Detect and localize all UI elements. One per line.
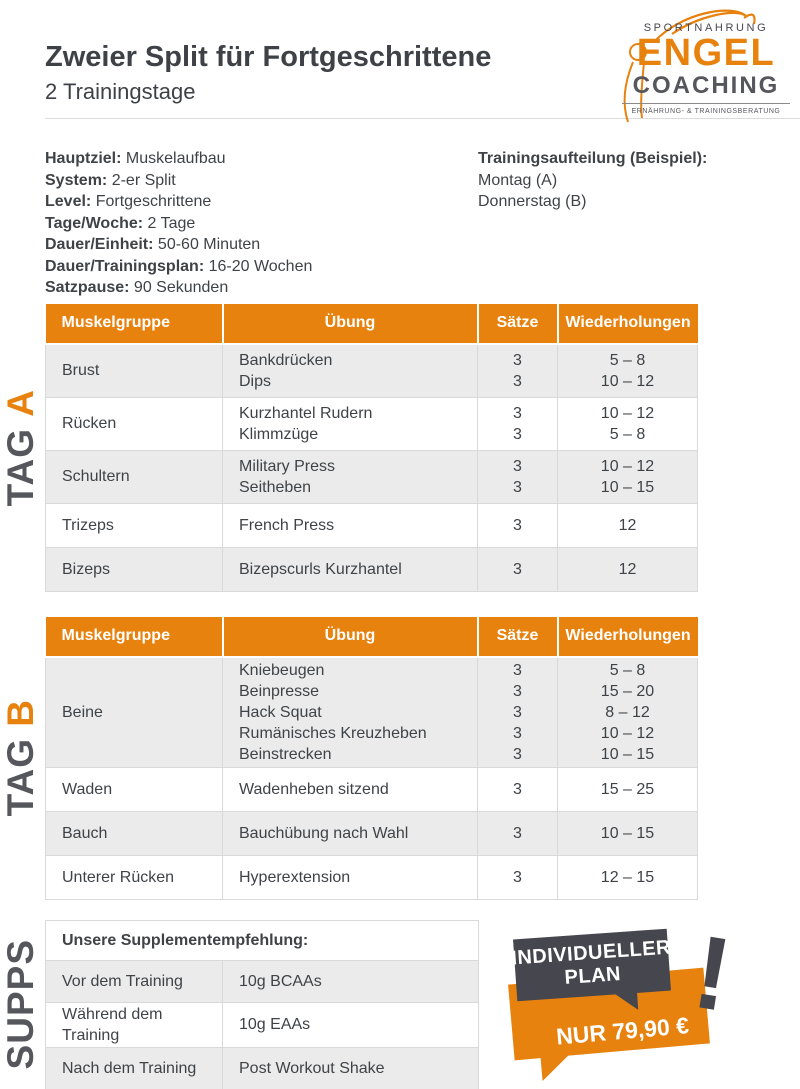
table-header-row — [46, 617, 698, 657]
supps-when-cell: Während dem Training — [46, 1002, 223, 1047]
day-a-section — [0, 304, 697, 592]
exercise-name: Dips — [239, 372, 272, 390]
exercise-name: Beinpresse — [239, 682, 320, 700]
reps-cell — [558, 657, 698, 768]
plan-fact: Hauptziel: Muskelaufbau — [45, 150, 226, 167]
exercise-reps: 8 – 12 — [605, 703, 650, 721]
table-row — [46, 811, 698, 855]
reps-cell — [558, 344, 698, 398]
exercise-cell — [223, 547, 478, 591]
exercise-name: Bizepscurls Kurzhantel — [239, 560, 402, 578]
exercise-sets: 3 — [513, 682, 522, 700]
exercise-name: French Press — [239, 516, 335, 534]
plan-fact: System: 2-er Split — [45, 171, 176, 189]
exercise-cell — [223, 344, 478, 398]
supps-header-row — [46, 920, 479, 960]
muscle-cell: Unterer Rücken — [46, 855, 223, 899]
page-header — [0, 0, 800, 118]
plan-fact-label: Level: — [45, 193, 92, 210]
individual-plan-bubble — [510, 928, 672, 1001]
sets-cell — [478, 450, 558, 503]
exclamation-mark: ! — [686, 913, 739, 1034]
day-a-label — [0, 304, 41, 592]
supps-header: Unsere Supplementempfehlung: — [46, 920, 479, 960]
exercise-sets: 3 — [513, 560, 522, 578]
plan-facts — [45, 148, 478, 299]
exercise-sets: 3 — [513, 724, 522, 742]
day-b-table — [45, 617, 698, 900]
plan-info-section — [45, 148, 755, 299]
exercise-reps: 15 – 25 — [600, 780, 655, 798]
sets-cell — [478, 657, 558, 768]
day-b-section — [0, 617, 697, 900]
reps-cell — [558, 811, 698, 855]
plan-fact-label: System: — [45, 171, 108, 189]
exercise-sets: 3 — [513, 404, 522, 422]
brand-logo — [620, 4, 792, 115]
exercise-reps: 12 — [618, 560, 637, 578]
exercise-name: Military Press — [239, 457, 336, 475]
table-row — [46, 767, 698, 811]
reps-cell — [558, 547, 698, 591]
logo-coaching-text: COACHING — [632, 71, 780, 99]
muscle-cell: Schultern — [46, 450, 223, 503]
exercise-reps: 12 — [618, 516, 637, 534]
supps-table — [45, 920, 479, 1089]
plan-fact-label: Hauptziel: — [45, 150, 122, 167]
exercise-reps: 10 – 15 — [600, 478, 655, 496]
logo-engel-text: ENGEL — [636, 32, 776, 74]
column-uebung: Übung — [223, 617, 478, 657]
split-day: Donnerstag (B) — [478, 193, 587, 210]
table-row — [46, 855, 698, 899]
exercise-name: Klimmzüge — [239, 425, 319, 443]
supps-row — [46, 960, 479, 1002]
reps-cell — [558, 855, 698, 899]
exercise-sets: 3 — [513, 372, 522, 390]
sets-cell — [478, 397, 558, 450]
supps-when-cell: Nach dem Training — [46, 1047, 223, 1089]
supps-what-cell: Post Workout Shake — [223, 1047, 479, 1089]
logo-tagline: ERNÄHRUNG- & TRAININGSBERATUNG — [631, 108, 781, 116]
supps-label-text: SUPPS — [0, 939, 41, 1070]
exercise-name: Beinstrecken — [239, 745, 332, 763]
muscle-cell: Trizeps — [46, 503, 223, 547]
sets-cell — [478, 503, 558, 547]
exercise-name: Kniebeugen — [239, 661, 325, 679]
training-split-title: Trainingsaufteilung (Beispiel): — [478, 150, 708, 167]
exercise-sets: 3 — [513, 516, 522, 534]
exercise-cell — [223, 811, 478, 855]
plan-fact: Dauer/Trainingsplan: 16-20 Wochen — [45, 257, 313, 275]
badge-price: NUR 79,90 € — [555, 1011, 690, 1050]
column-uebung: Übung — [223, 304, 478, 344]
exercise-name: Hack Squat — [239, 703, 322, 721]
day-a-table — [45, 304, 698, 592]
exercise-cell — [223, 855, 478, 899]
supps-row — [46, 1047, 479, 1089]
page-subtitle: 2 Trainingstage — [45, 78, 196, 104]
exercise-sets: 3 — [513, 457, 522, 475]
exercise-sets: 3 — [513, 425, 522, 443]
column-wiederholungen: Wiederholungen — [558, 617, 698, 657]
exercise-sets: 3 — [513, 661, 522, 679]
exercise-cell — [223, 503, 478, 547]
table-row — [46, 450, 698, 503]
sets-cell — [478, 811, 558, 855]
exercise-name: Rumänisches Kreuzheben — [239, 724, 427, 742]
table-header-row — [46, 304, 698, 344]
exercise-reps: 12 – 15 — [600, 868, 655, 886]
exercise-cell — [223, 397, 478, 450]
exercise-cell — [223, 767, 478, 811]
exercise-reps: 10 – 15 — [600, 745, 655, 763]
split-day: Montag (A) — [478, 171, 558, 189]
header-divider — [45, 118, 800, 119]
supps-when-cell: Vor dem Training — [46, 960, 223, 1002]
plan-fact: Tage/Woche: 2 Tage — [45, 214, 196, 232]
muscle-cell: Bauch — [46, 811, 223, 855]
exercise-name: Bankdrücken — [239, 351, 333, 369]
exercise-name: Seitheben — [239, 478, 312, 496]
sets-cell — [478, 344, 558, 398]
table-row — [46, 344, 698, 398]
exercise-cell — [223, 657, 478, 768]
exercise-sets: 3 — [513, 745, 522, 763]
exercise-cell — [223, 450, 478, 503]
column-wiederholungen: Wiederholungen — [558, 304, 698, 344]
exercise-sets: 3 — [513, 478, 522, 496]
plan-fact-label: Dauer/Einheit: — [45, 236, 154, 253]
exercise-name: Wadenheben sitzend — [239, 780, 389, 798]
table-row — [46, 547, 698, 591]
exercise-reps: 15 – 20 — [600, 682, 655, 700]
plan-fact: Satzpause: 90 Sekunden — [45, 279, 229, 296]
exercise-sets: 3 — [513, 868, 522, 886]
plan-fact-label: Satzpause: — [45, 279, 130, 296]
plan-fact-label: Dauer/Trainingsplan: — [45, 257, 205, 275]
reps-cell — [558, 767, 698, 811]
column-muskelgruppe: Muskelgruppe — [46, 617, 223, 657]
supps-what-cell: 10g EAAs — [223, 1002, 479, 1047]
day-b-label-text: TAG B — [0, 699, 41, 817]
plan-fact: Dauer/Einheit: 50-60 Minuten — [45, 236, 261, 253]
reps-cell — [558, 397, 698, 450]
training-split — [478, 148, 707, 299]
badge-line2: PLAN — [563, 962, 622, 989]
muscle-cell: Brust — [46, 344, 223, 398]
exercise-reps: 10 – 15 — [600, 824, 655, 842]
muscle-cell: Rücken — [46, 397, 223, 450]
sets-cell — [478, 547, 558, 591]
supps-section — [0, 913, 739, 1089]
supps-row — [46, 1002, 479, 1047]
exercise-reps: 10 – 12 — [600, 372, 655, 390]
plan-fact: Level: Fortgeschrittene — [45, 193, 212, 210]
logo-divider — [622, 103, 790, 104]
exercise-reps: 10 – 12 — [600, 457, 655, 475]
column-muskelgruppe: Muskelgruppe — [46, 304, 223, 344]
individual-plan-badge[interactable] — [503, 913, 753, 1089]
table-row — [46, 397, 698, 450]
table-row — [46, 657, 698, 768]
column-saetze: Sätze — [478, 304, 558, 344]
exercise-sets: 3 — [513, 824, 522, 842]
plan-fact-label: Tage/Woche: — [45, 214, 144, 232]
exercise-reps: 10 – 12 — [600, 404, 655, 422]
page-title: Zweier Split für Fortgeschrittene — [45, 41, 492, 73]
exercise-reps: 5 – 8 — [609, 661, 646, 679]
day-b-label — [0, 617, 41, 900]
badge-line1: INDIVIDUELLER — [510, 935, 672, 970]
exercise-reps: 10 – 12 — [600, 724, 655, 742]
muscle-cell: Waden — [46, 767, 223, 811]
exercise-reps: 5 – 8 — [609, 351, 646, 369]
training-split-days — [478, 170, 707, 213]
column-saetze: Sätze — [478, 617, 558, 657]
exercise-name: Hyperextension — [239, 868, 351, 886]
day-a-label-text: TAG A — [0, 388, 41, 507]
exercise-name: Kurzhantel Rudern — [239, 404, 373, 422]
exercise-reps: 5 – 8 — [609, 425, 646, 443]
sets-cell — [478, 767, 558, 811]
exercise-sets: 3 — [513, 703, 522, 721]
exercise-sets: 3 — [513, 780, 522, 798]
table-row — [46, 503, 698, 547]
supps-label — [0, 920, 41, 1089]
muscle-cell: Beine — [46, 657, 223, 768]
muscle-cell: Bizeps — [46, 547, 223, 591]
reps-cell — [558, 503, 698, 547]
supps-what-cell: 10g BCAAs — [223, 960, 479, 1002]
exercise-name: Bauchübung nach Wahl — [239, 824, 409, 842]
exercise-sets: 3 — [513, 351, 522, 369]
sets-cell — [478, 855, 558, 899]
reps-cell — [558, 450, 698, 503]
logo-sportnahrung-text: SPORTNAHRUNG — [643, 22, 769, 34]
